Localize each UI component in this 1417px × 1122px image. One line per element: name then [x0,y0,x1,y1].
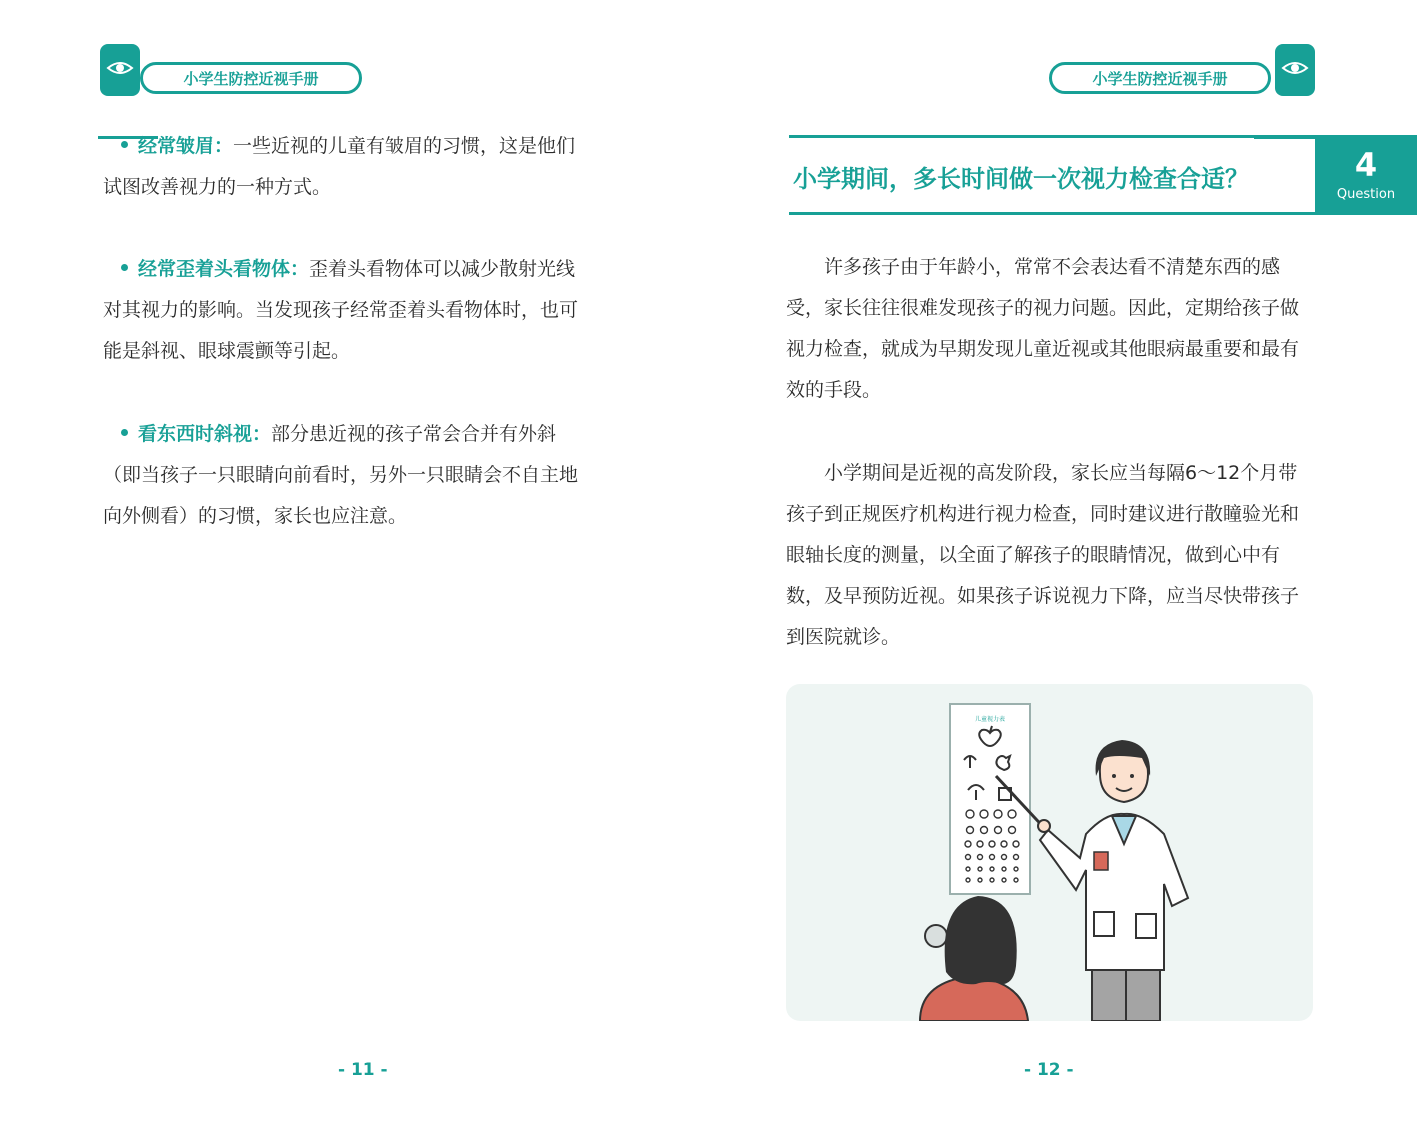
question-number: 4 [1354,146,1378,184]
eye-chart-title: 儿童视力表 [974,716,1006,723]
right-header [1049,44,1317,98]
page-number-left: - 11 - [338,1060,388,1080]
title-rule-bottom [789,212,1315,215]
bullet-icon [121,141,128,148]
symptom-item-frowning [103,126,633,208]
item-heading: 经常歪着头看物体： [138,258,310,280]
paragraph-regular-checks: 许多孩子由于年龄小，常常不会表达看不清楚东西的感受，家长往往很难发现孩子的视力问题。因此，定期给孩子做视力检查，就成为早期发现儿童近视或其他眼病最重要和最有效的手段。 [786,256,1300,401]
left-header-icon-box [100,44,140,96]
left-header-title: 小学生防控近视手册 [140,62,362,94]
item-heading: 看东西时斜视： [138,423,272,445]
question-title: 小学期间，多长时间做一次视力检查合适？ [793,165,1249,193]
item-line [103,126,633,167]
paragraph-check-interval: 小学期间是近视的高发阶段，家长应当每隔6～12个月带孩子到正规医疗机构进行视力检查，同时建议进行散瞳验光和眼轴长度的测量，以全面了解孩子的眼睛情况，做到心中有数，及早预防近视。如果孩子诉说视力下降，应当尽快带孩子到医院就诊。 [786,462,1300,648]
right-header-icon-box [1275,44,1315,96]
item-line: 向外侧看）的习惯，家长也应注意。 [103,505,408,527]
item-line [103,414,633,455]
item-heading: 经常皱眉： [138,135,234,157]
symptom-item-head-tilt [103,249,633,372]
item-line: 能是斜视、眼球震颤等引起。 [103,340,351,362]
illustration-svg [786,684,1313,1021]
item-line [103,249,633,290]
symptom-item-squint [103,414,633,537]
item-text: 一些近视的儿童有皱眉的习惯，这是他们 [233,135,576,157]
bullet-icon [121,264,128,271]
item-text: 部分患近视的孩子常会合并有外斜 [271,423,557,445]
item-line: 试图改善视力的一种方式。 [103,176,332,198]
eye-icon [1275,48,1315,88]
page-number-right: - 12 - [1024,1060,1074,1080]
item-line: 对其视力的影响。当发现孩子经常歪着头看物体时，也可 [103,299,579,321]
left-header [98,44,366,98]
right-header-title: 小学生防控近视手册 [1049,62,1271,94]
illustration-eye-exam [786,684,1313,1021]
eye-icon [100,48,140,88]
child-figure [920,896,1028,1021]
item-text: 歪着头看物体可以减少散射光线 [309,258,576,280]
bullet-icon [121,429,128,436]
item-line: （即当孩子一只眼睛向前看时，另外一只眼睛会不自主地 [103,464,579,486]
question-title-bar [789,135,1315,215]
title-rule-top [789,135,1315,138]
question-label: Question [1336,187,1396,202]
question-number-badge [1315,135,1417,215]
